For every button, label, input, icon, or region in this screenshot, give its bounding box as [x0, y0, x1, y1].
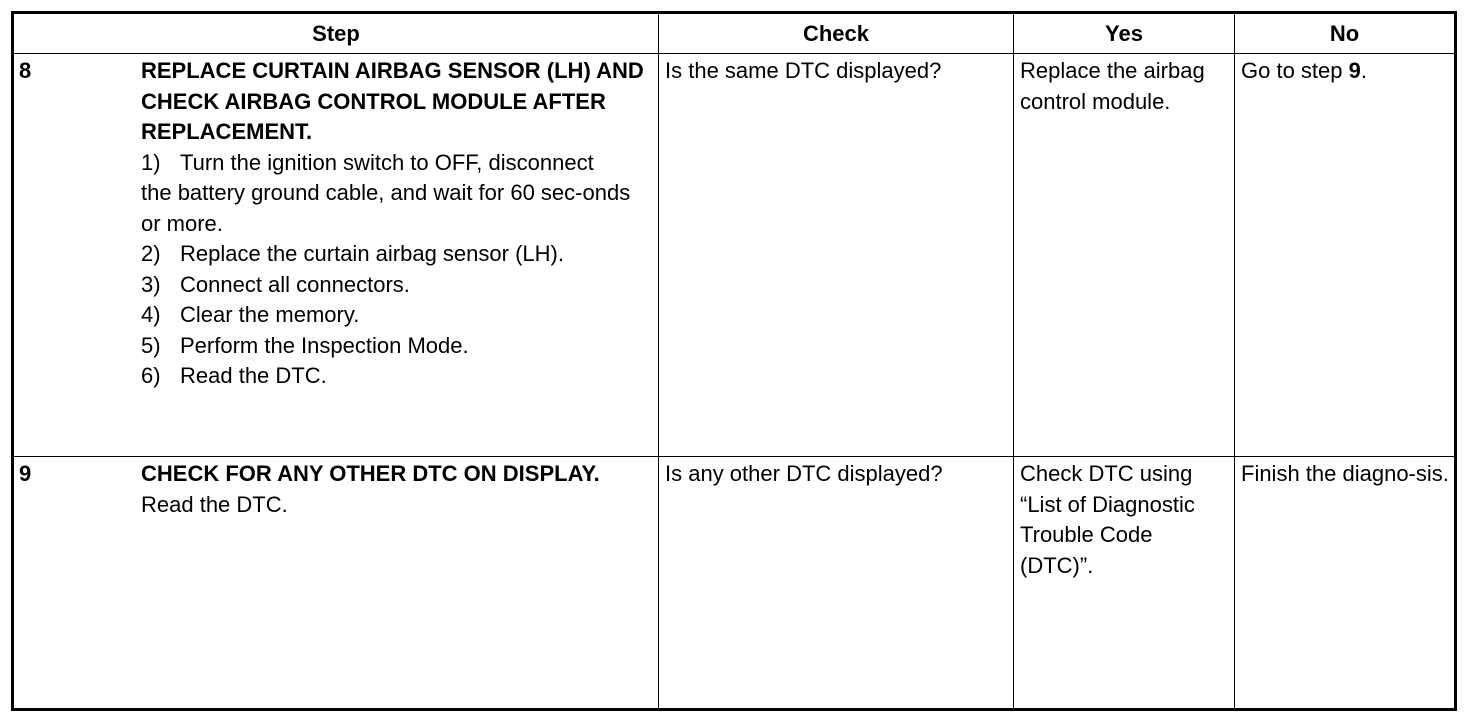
step-cell-8 — [13, 54, 659, 457]
step-number: 8 — [19, 58, 32, 83]
step-number: 9 — [19, 461, 32, 486]
diagnostic-procedure-table — [11, 11, 1457, 711]
check-cell-8 — [659, 54, 1014, 457]
no-cell-9 — [1235, 457, 1456, 710]
check-text: Is the same DTC displayed? — [665, 58, 942, 83]
table-row-step-9 — [13, 457, 1456, 710]
step-body: Read the DTC. — [141, 491, 288, 517]
yes-text: Replace the airbag control module. — [1020, 58, 1205, 114]
no-cell-8 — [1235, 54, 1456, 457]
no-text — [1235, 54, 1454, 87]
substep-text: Turn the ignition switch to OFF, disconnect — [180, 149, 594, 175]
header-row — [13, 13, 1456, 54]
substep-number: 5) — [141, 332, 161, 358]
header-check: Check — [659, 13, 1014, 54]
check-text: Is any other DTC displayed? — [665, 461, 943, 486]
step-title: REPLACE CURTAIN AIRBAG SENSOR (LH) AND CHECK AIRBAG CONTROL MODULE AFTER REPLACEMENT. — [141, 58, 644, 144]
substep-item — [141, 300, 654, 331]
header-yes: Yes — [1014, 13, 1235, 54]
substep-text: Replace the curtain airbag sensor (LH). — [180, 241, 564, 266]
substep-text: Connect all connectors. — [180, 271, 410, 297]
header-no: No — [1235, 13, 1456, 54]
substep-text: Clear the memory. — [180, 302, 360, 327]
header-step: Step — [13, 13, 659, 54]
substep-text: Read the DTC. — [180, 363, 327, 388]
yes-text: Check DTC using “List of Diagnostic Trouble Code (DTC)”. — [1020, 461, 1195, 578]
yes-cell-9 — [1014, 457, 1235, 710]
substep-number: 1) — [141, 149, 161, 175]
table-row-step-8 — [13, 54, 1456, 457]
substep-number: 6) — [141, 363, 161, 388]
step-title: CHECK FOR ANY OTHER DTC ON DISPLAY. — [141, 461, 600, 486]
substep-item — [141, 270, 654, 301]
no-text: Finish the diagno-sis. — [1241, 461, 1449, 486]
next-step-reference: 9 — [1348, 58, 1361, 83]
substep-continuation: the battery ground cable, and wait for 60 sec-onds or more. — [141, 180, 631, 236]
no-text-suffix: . — [1360, 58, 1367, 83]
step-cell-9 — [13, 457, 659, 710]
substep-number: 2) — [141, 241, 161, 266]
substep-item — [141, 239, 654, 270]
no-text-prefix: Go to step — [1241, 58, 1349, 83]
substep-item — [141, 331, 654, 362]
yes-cell-8 — [1014, 54, 1235, 457]
substep-item — [141, 361, 654, 392]
substep-text: Perform the Inspection Mode. — [180, 332, 469, 358]
check-cell-9 — [659, 457, 1014, 710]
substep-item — [141, 148, 654, 179]
substep-number: 3) — [141, 271, 161, 297]
substep-number: 4) — [141, 302, 161, 327]
